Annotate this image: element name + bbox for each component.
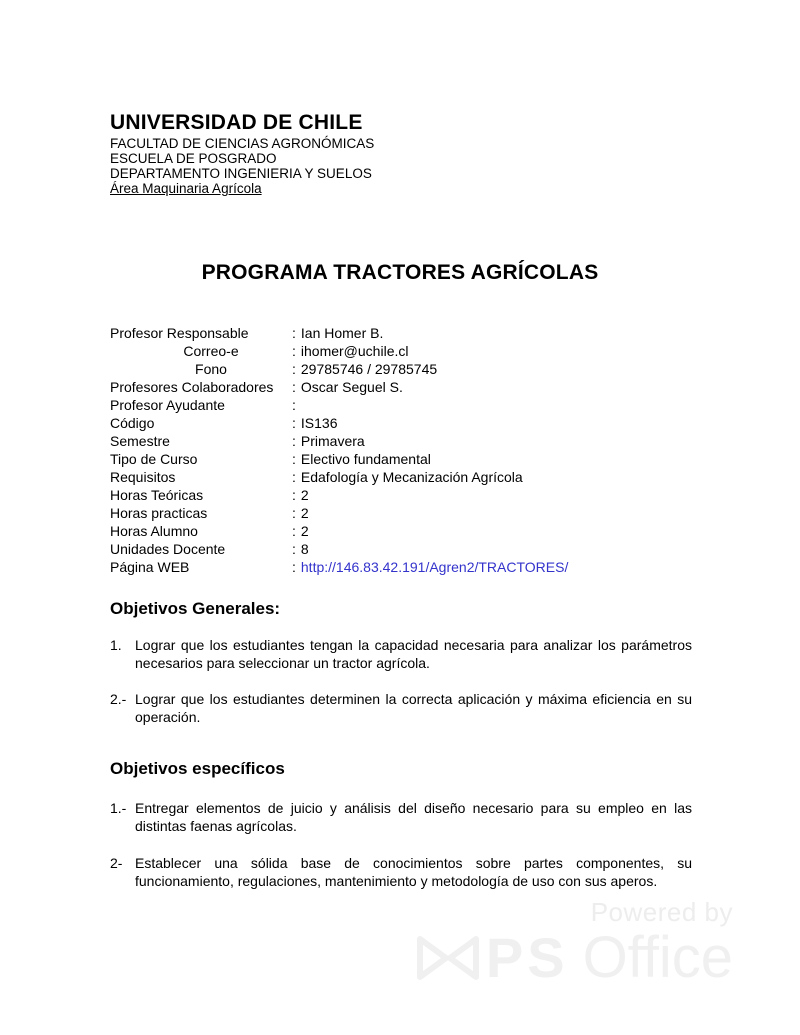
- info-value: 2: [300, 523, 309, 539]
- info-row-profesor-responsable: [110, 324, 568, 342]
- wps-w-logo-icon: [416, 935, 480, 981]
- info-label: Unidades Docente: [110, 541, 226, 557]
- item-text: Lograr que los estudiantes determinen la correcta aplicación y máxima eficiencia en su operación.: [135, 691, 692, 725]
- info-label: Correo-e: [183, 343, 239, 359]
- section-heading-objetivos-generales: Objetivos Generales:: [110, 599, 281, 618]
- wps-watermark: [416, 898, 733, 988]
- info-row-horas-practicas: [110, 504, 568, 522]
- page-title: PROGRAMA TRACTORES AGRÍCOLAS: [201, 261, 599, 284]
- info-row-fono: [110, 360, 568, 378]
- item-text: Entregar elementos de juicio y análisis del diseño necesario para su empleo en las distintas faenas agrícolas.: [135, 800, 692, 834]
- info-row-correo: [110, 342, 568, 360]
- info-row-semestre: [110, 432, 568, 450]
- info-value: 2: [300, 487, 309, 503]
- info-value: Edafología y Mecanización Agrícola: [300, 469, 523, 485]
- info-value: IS136: [300, 415, 338, 431]
- department-line: DEPARTAMENTO INGENIERIA Y SUELOS: [110, 166, 372, 181]
- item-number: 1.: [110, 637, 122, 653]
- info-label: Tipo de Curso: [110, 451, 198, 467]
- info-colon: :: [292, 469, 296, 485]
- info-value: Electivo fundamental: [300, 451, 431, 467]
- info-value: Ian Homer B.: [300, 325, 384, 341]
- info-row-codigo: [110, 414, 568, 432]
- info-label: Requisitos: [110, 469, 176, 485]
- university-name: UNIVERSIDAD DE CHILE: [110, 111, 363, 134]
- info-value: 29785746 / 29785745: [300, 361, 438, 377]
- info-label: Horas Alumno: [110, 523, 198, 539]
- item-number: 1.-: [110, 800, 127, 816]
- info-label: Profesor Responsable: [110, 325, 249, 341]
- info-colon: :: [292, 541, 296, 557]
- info-label: Código: [110, 415, 155, 431]
- wps-brand: [416, 925, 733, 990]
- info-label: Profesor Ayudante: [110, 397, 225, 413]
- info-row-horas-teoricas: [110, 486, 568, 504]
- objetivo-general-item-2: [110, 690, 692, 726]
- info-value: Oscar Seguel S.: [300, 379, 403, 395]
- info-label: Semestre: [110, 433, 170, 449]
- info-value: Primavera: [300, 433, 365, 449]
- info-colon: :: [292, 487, 296, 503]
- info-colon: :: [292, 343, 296, 359]
- info-label: Horas Teóricas: [110, 487, 204, 503]
- info-label: Página WEB: [110, 559, 190, 575]
- info-colon: :: [292, 559, 296, 575]
- info-value: ihomer@uchile.cl: [300, 343, 409, 359]
- school-line: ESCUELA DE POSGRADO: [110, 151, 277, 166]
- info-row-tipo-de-curso: [110, 450, 568, 468]
- section-heading-objetivos-especificos: Objetivos específicos: [110, 759, 285, 778]
- wps-letters-text: PS: [485, 926, 569, 989]
- item-text: Lograr que los estudiantes tengan la capacidad necesaria para analizar los parámetros necesarios para seleccionar un tractor agrícola.: [135, 637, 692, 671]
- item-text: Establecer una sólida base de conocimientos sobre partes componentes, su funcionamiento, regulaciones, mantenimiento y metodología de uso con sus aperos.: [135, 855, 692, 889]
- info-label: Fono: [195, 361, 227, 377]
- office-text: Office: [582, 925, 733, 990]
- objetivo-especifico-item-2: [110, 854, 692, 890]
- info-colon: :: [292, 523, 296, 539]
- info-label: Profesores Colaboradores: [110, 379, 274, 395]
- letterhead: [110, 110, 374, 196]
- faculty-line: FACULTAD DE CIENCIAS AGRONÓMICAS: [110, 136, 375, 151]
- course-info-block: [110, 324, 568, 576]
- info-row-horas-alumno: [110, 522, 568, 540]
- item-number: 2.-: [110, 691, 127, 707]
- info-row-profesor-ayudante: [110, 396, 568, 414]
- info-row-unidades-docente: [110, 540, 568, 558]
- info-colon: :: [292, 397, 296, 413]
- info-colon: :: [292, 325, 296, 341]
- info-label: Horas practicas: [110, 505, 208, 521]
- objetivo-especifico-item-1: [110, 799, 692, 835]
- info-value: 8: [300, 541, 309, 557]
- area-line: Área Maquinaria Agrícola: [110, 181, 262, 196]
- item-number: 2-: [110, 855, 123, 871]
- info-value: 2: [300, 505, 309, 521]
- info-colon: :: [292, 361, 296, 377]
- powered-by-text: Powered by: [590, 897, 733, 927]
- course-web-link[interactable]: http://146.83.42.191/Agren2/TRACTORES/: [300, 559, 569, 575]
- info-row-profesores-colaboradores: [110, 378, 568, 396]
- info-colon: :: [292, 379, 296, 395]
- info-row-requisitos: [110, 468, 568, 486]
- objetivo-general-item-1: [110, 636, 692, 672]
- info-colon: :: [292, 415, 296, 431]
- info-colon: :: [292, 433, 296, 449]
- info-colon: :: [292, 451, 296, 467]
- info-row-pagina-web: [110, 558, 568, 576]
- info-colon: :: [292, 505, 296, 521]
